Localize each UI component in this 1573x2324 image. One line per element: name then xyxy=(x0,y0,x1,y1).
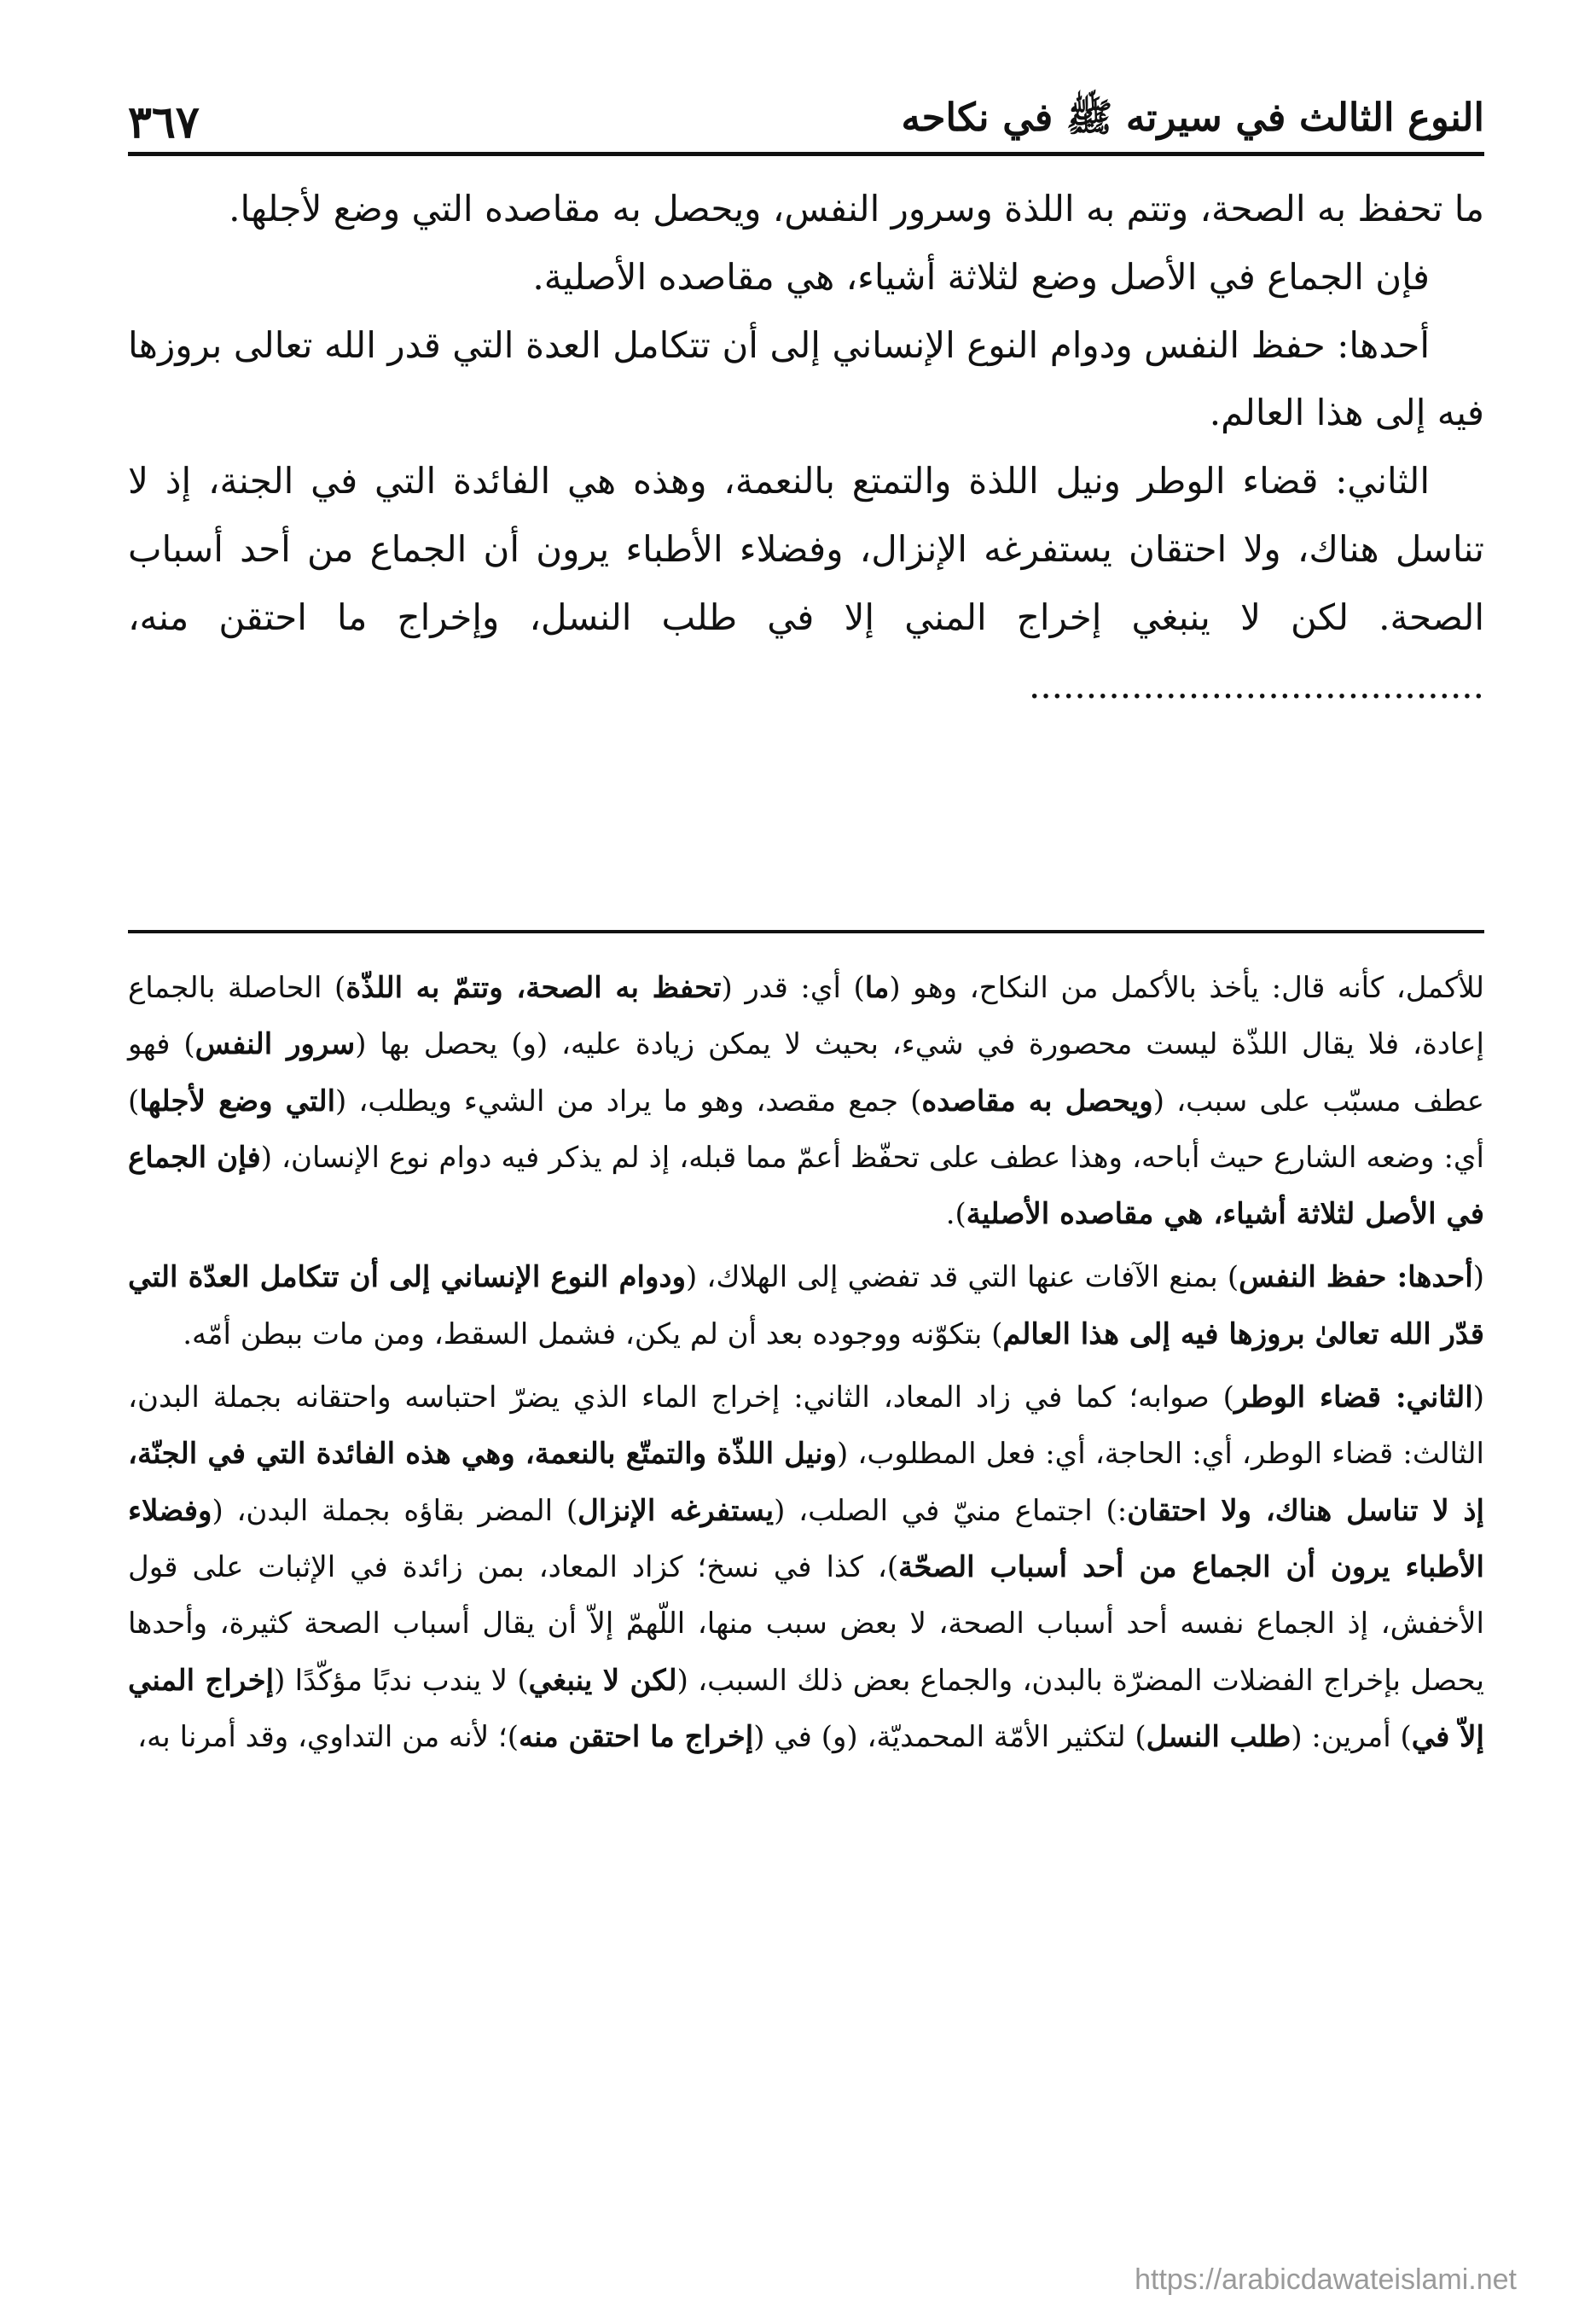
main-text xyxy=(128,175,1484,926)
commentary-text: للأكمل، كأنه قال: يأخذ بالأكمل من النكاح، وهو ( xyxy=(889,971,1484,1005)
book-page xyxy=(128,60,1484,2278)
quoted-matn: فإن الجماع في الأصل لثلاثة أشياء، هي مقاصده الأصلية xyxy=(128,1140,1484,1232)
commentary-text: )؛ لأنه من التداوي، وقد أمرنا به، xyxy=(137,1719,519,1754)
quoted-matn: ونيل اللذّة والتمتّع بالنعمة، وهي هذه الفائدة التي في الجنّة، إذ لا تناسل هناك، ولا احتقان xyxy=(128,1437,1484,1528)
commentary-text: ) أي: قدر ( xyxy=(721,971,865,1005)
quoted-matn: أحدها: حفظ النفس xyxy=(1239,1260,1473,1295)
commentary-text: ( xyxy=(1472,1260,1485,1295)
commentary-text: ) لا يندب ندبًا مؤكّدًا ( xyxy=(274,1663,529,1698)
footnote-separator xyxy=(128,930,1484,933)
quoted-matn: طلب النسل xyxy=(1146,1719,1291,1754)
quoted-matn: إخراج المني إلاّ في xyxy=(128,1663,1484,1754)
commentary-text: ) بمنع الآفات عنها التي قد تفضي إلى الهلاك، ( xyxy=(686,1260,1239,1295)
continuation-dots: ........................................ xyxy=(1028,664,1484,706)
commentary-text: ) المضر بقاؤه بجملة البدن، ( xyxy=(212,1493,578,1528)
quoted-matn: لكن لا ينبغي xyxy=(528,1663,677,1698)
header-rule xyxy=(128,152,1484,156)
quoted-matn: يستفرغه الإنزال xyxy=(578,1493,775,1528)
commentary-text: ) أمرين: ( xyxy=(1291,1719,1412,1754)
commentary-paragraph-2 xyxy=(128,1249,1484,1362)
quoted-matn: ودوام النوع الإنساني إلى أن تتكامل العدّة التي قدّر الله تعالىٰ بروزها فيه إلى هذا العالم xyxy=(128,1260,1484,1351)
main-paragraph-4-text: الثاني: قضاء الوطر ونيل اللذة والتمتع بالنعمة، وهذه هي الفائدة التي في الجنة، إذ لا تناسل هناك، ولا احتقان يستفرغه الإنزال، وفضلاء الأطباء يرون أن الجماع من أحد أسباب الصحة. لكن لا ينبغي إخراج المني إلا في طلب النسل، وإخراج ما احتقن منه، xyxy=(128,460,1484,638)
quoted-matn: إخراج ما احتقن منه xyxy=(519,1719,754,1754)
main-paragraph-4 xyxy=(128,447,1484,719)
watermark-url: https://arabicdawateislami.net xyxy=(1135,2263,1517,2296)
chapter-title: النوع الثالث في سيرته ﷺ في نكاحه xyxy=(901,95,1484,140)
main-paragraph-3: أحدها: حفظ النفس ودوام النوع الإنساني إلى أن تتكامل العدة التي قدر الله تعالى بروزها فيه إلى هذا العالم. xyxy=(128,323,1484,434)
page-number: ٣٦٧ xyxy=(128,96,200,148)
commentary-text: ) أي: وضعه الشارع حيث أباحه، وهذا عطف على تحفّظ أعمّ مما قبله، إذ لم يذكر فيه دوام نوع الإنسان، ( xyxy=(128,1084,1484,1175)
quoted-matn: سرور النفس xyxy=(194,1027,356,1062)
paragraph-gap xyxy=(128,1362,1484,1369)
quoted-matn: التي وضع لأجلها xyxy=(139,1084,336,1118)
commentary-text: ) الحاصلة بالجماع إعادة، فلا يقال اللذّة ليست محصورة في شيء، بحيث لا يمكن زيادة عليه، (و) يحصل بها ( xyxy=(128,971,1484,1062)
commentary-text: ) لتكثير الأمّة المحمديّة، (و) في ( xyxy=(753,1719,1146,1754)
quoted-matn: ويحصل به مقاصده xyxy=(921,1084,1153,1118)
commentary-text: ). xyxy=(945,1197,966,1232)
main-paragraph-2: فإن الجماع في الأصل وضع لثلاثة أشياء، هي مقاصده الأصلية. xyxy=(532,255,1430,298)
commentary-text: )، كذا في نسخ؛ كزاد المعاد، بمن زائدة في الإثبات على قول الأخفش، إذ الجماع نفسه أحد أسباب الصحة، لا بعض سبب منها، اللّهمّ إلاّ أن يقال أسباب الصحة كثيرة، وأحدها يحصل بإخراج الفضلات المضرّة بالبدن، والجماع بعض ذلك السبب، ( xyxy=(128,1549,1485,1698)
quoted-matn: تحفظ به الصحة، وتتمّ به اللذّة xyxy=(345,971,722,1005)
commentary-text: ) جمع مقصد، وهو ما يراد من الشيء ويطلب، ( xyxy=(335,1084,922,1118)
quoted-matn: وفضلاء الأطباء يرون أن الجماع من أحد أسباب الصحّة xyxy=(128,1493,1484,1584)
commentary-paragraph-3 xyxy=(128,1369,1484,1765)
commentary-text: :) اجتماع منيّ في الصلب، ( xyxy=(774,1493,1128,1528)
commentary-text: ) صوابه؛ كما في زاد المعاد، الثاني: إخراج الماء الذي يضرّ احتباسه واحتقانه بجملة البدن، الثالث: قضاء الوطر، أي: الحاجة، أي: فعل المطلوب، ( xyxy=(128,1380,1484,1472)
commentary xyxy=(128,960,1484,2231)
commentary-paragraph-1 xyxy=(128,960,1484,1242)
paragraph-gap xyxy=(128,1242,1484,1249)
main-paragraph-1: ما تحفظ به الصحة، وتتم به اللذة وسرور النفس، ويحصل به مقاصده التي وضع لأجلها. xyxy=(229,188,1484,229)
quoted-matn: الثاني: قضاء الوطر xyxy=(1233,1380,1473,1415)
commentary-text: ) فهو عطف مسبّب على سبب، ( xyxy=(128,1027,1484,1118)
commentary-text: ) بتكوّنه ووجوده بعد أن لم يكن، فشمل السقط، ومن مات ببطن أمّه. xyxy=(183,1316,1003,1351)
quoted-matn: ما xyxy=(864,971,890,1005)
commentary-text: ( xyxy=(1472,1380,1484,1415)
